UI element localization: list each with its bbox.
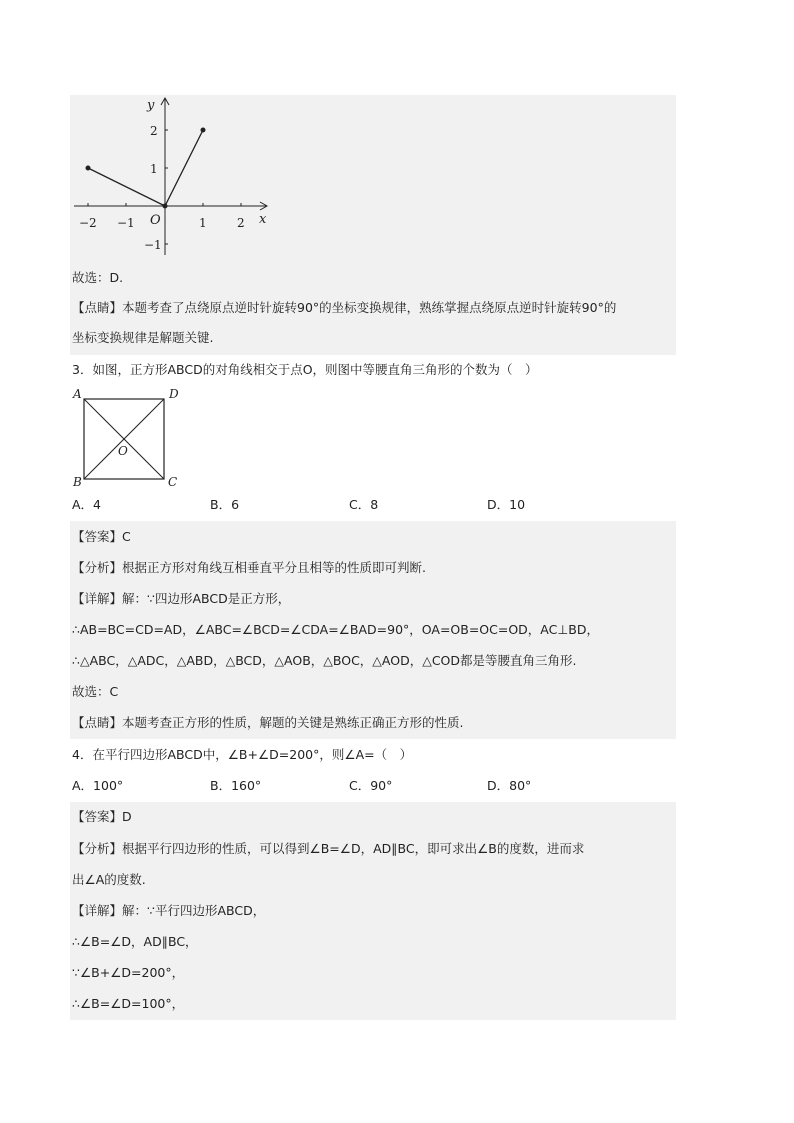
q4-detail-3: ∵∠B+∠D=200°， [72,965,185,980]
y-tick-label: 2 [150,124,158,138]
point-right [201,128,206,133]
q3-answer: 【答案】C [72,529,131,544]
q4-option-d: D．80° [487,778,532,793]
x-tick-label: 1 [199,216,207,230]
vertex-c-label: C [168,475,178,489]
q4-detail-4: ∴∠B=∠D=100°， [72,996,185,1011]
vertex-d-label: D [169,387,179,401]
q4-analysis-line1: 【分析】根据平行四边形的性质，可以得到∠B=∠D，AD∥BC，即可求出∠B的度数，进而求 [72,841,585,856]
q4-analysis-line2: 出∠A的度数. [72,872,146,887]
q3-option-d: D．10 [487,497,526,512]
y-tick-label: −1 [144,238,162,252]
q4-option-a: A．100° [72,778,124,793]
point-origin [163,204,168,209]
x-tick-label: −2 [79,216,97,230]
y-axis-label: y [147,98,155,113]
q4-answer: 【答案】D [72,809,132,824]
x-axis-label: x [259,212,267,227]
q4-detail-2: ∴∠B=∠D，AD∥BC， [72,934,198,949]
q3-analysis: 【分析】根据正方形对角线互相垂直平分且相等的性质即可判断. [72,560,426,575]
q3-comment: 【点睛】本题考查正方形的性质，解题的关键是熟练正确正方形的性质. [72,715,464,730]
q4-detail-1: 【详解】解：∵平行四边形ABCD， [72,903,266,918]
q4-stem: 4．在平行四边形ABCD中，∠B+∠D=200°，则∠A=（ ） [72,747,413,762]
q3-option-c: C．8 [349,497,379,512]
q3-option-a: A．4 [72,497,102,512]
vertex-a-label: A [73,387,82,401]
q4-option-b: B．160° [210,778,262,793]
q3-detail-3: ∴△ABC，△ADC，△ABD，△BCD，△AOB，△BOC，△AOD，△COD都是等腰直角三角形. [72,653,577,668]
q2-select: 故选：D. [72,270,124,285]
x-tick-label: −1 [117,216,135,230]
coordinate-graph [70,95,280,260]
q4-option-c: C．90° [349,778,393,793]
q2-comment-line2: 坐标变换规律是解题关键. [72,330,214,345]
segment-right [165,130,203,206]
origin-label: O [150,213,161,228]
y-tick-label: 1 [150,162,158,176]
q3-option-b: B．6 [210,497,240,512]
q3-detail-1: 【详解】解：∵四边形ABCD是正方形， [72,591,291,606]
x-tick-label: 2 [237,216,245,230]
vertex-b-label: B [73,475,82,489]
square-figure [70,384,190,492]
q2-comment-line1: 【点睛】本题考查了点绕原点逆时针旋转90°的坐标变换规律，熟练掌握点绕原点逆时针旋转90°的 [72,300,617,315]
q3-stem: 3．如图，正方形ABCD的对角线相交于点O，则图中等腰直角三角形的个数为（ ） [72,362,538,377]
point-left [86,166,91,171]
q3-detail-2: ∴AB=BC=CD=AD，∠ABC=∠BCD=∠CDA=∠BAD=90°，OA=OB=OC=OD，AC⊥BD， [72,622,599,637]
q3-select: 故选：C [72,684,119,699]
center-o-label: O [118,444,128,458]
